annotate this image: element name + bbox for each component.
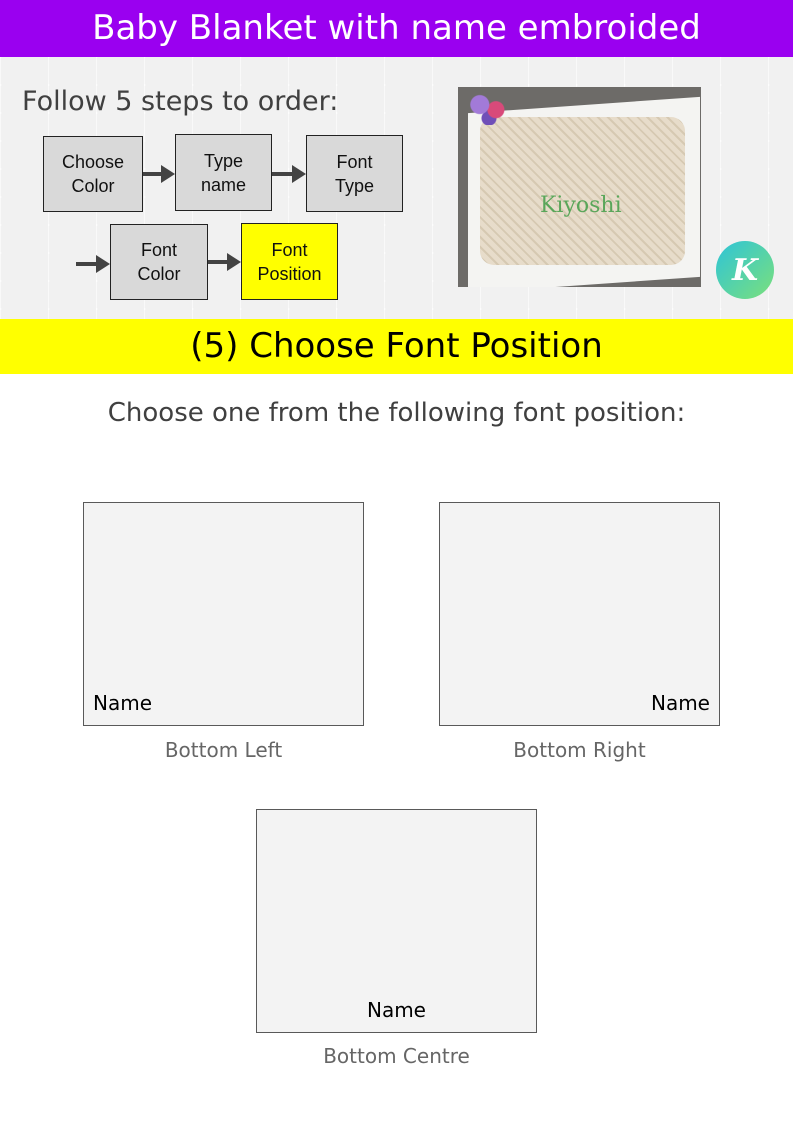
step-label: Choose Color <box>61 152 125 196</box>
logo-letter: K <box>731 252 759 288</box>
step-font-position <box>241 223 338 300</box>
step-choose-color <box>43 136 143 212</box>
blanket-image <box>480 117 685 265</box>
option-label-bottom-centre: Bottom Centre <box>323 1044 470 1068</box>
instruction-text: Choose one from the following font position: <box>107 398 686 428</box>
step-label: Type name <box>200 150 247 195</box>
step-label: Font Type <box>334 151 375 196</box>
arrow-icon <box>208 260 229 264</box>
option-label-bottom-left: Bottom Left <box>164 738 283 762</box>
preview-name-text: Name <box>93 691 153 715</box>
option-bottom-centre[interactable] <box>256 809 537 1033</box>
arrow-icon <box>76 262 98 266</box>
embroidered-name: Kiyoshi <box>540 193 622 218</box>
preview-name-text: Name <box>366 998 426 1022</box>
brand-logo <box>716 241 774 299</box>
arrow-icon <box>143 172 163 176</box>
steps-intro: Follow 5 steps to order: <box>22 86 339 117</box>
step-font-type <box>306 135 403 212</box>
step-font-color <box>110 224 208 300</box>
step-type-name <box>175 134 272 211</box>
option-bottom-left[interactable] <box>83 502 364 726</box>
arrow-icon <box>272 172 294 176</box>
section-title: (5) Choose Font Position <box>190 326 603 366</box>
flowers-decoration <box>466 91 512 125</box>
page-header <box>0 0 793 57</box>
product-photo <box>458 87 701 287</box>
step-label: Font Position <box>257 239 322 284</box>
section-header <box>0 319 793 374</box>
option-label-bottom-right: Bottom Right <box>513 738 646 762</box>
option-bottom-right[interactable] <box>439 502 720 726</box>
page-title: Baby Blanket with name embroided <box>92 8 701 48</box>
step-label: Font Color <box>137 240 181 284</box>
preview-name-text: Name <box>650 691 710 715</box>
